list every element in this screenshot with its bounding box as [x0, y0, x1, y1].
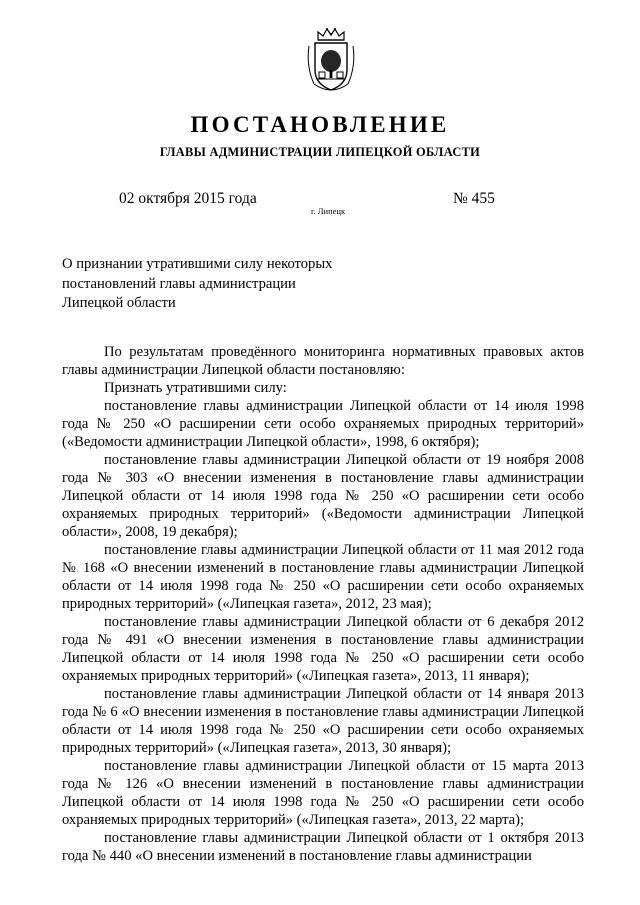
body-paragraph: постановление главы администрации Липецкой области от 6 декабря 2012 года № 491 «О внесении изменения в постановление главы администрации Липецкой области от 14 июля 1998 года № 250 «О расширении сети особо охраняемых природных территорий» («Липецкая газета», 2013, 11 января);	[62, 614, 584, 684]
document-city: г. Липецк	[311, 206, 346, 216]
document-subtitle: ГЛАВЫ АДМИНИСТРАЦИИ ЛИПЕЦКОЙ ОБЛАСТИ	[159, 145, 481, 159]
heading-line: постановлений главы администрации	[62, 275, 296, 292]
body-paragraph: постановление главы администрации Липецкой области от 14 июля 1998 года № 250 «О расширении сети особо охраняемых природных территорий» («Ведомости администрации Липецкой области», 1998, 6 октября);	[62, 398, 584, 450]
body-paragraph: Признать утратившими силу:	[104, 380, 287, 396]
body-paragraph: постановление главы администрации Липецкой области от 11 мая 2012 года № 168 «О внесении изменений в постановление главы администрации Липецкой области от 14 июля 1998 года № 250 «О расширении сети особо охраняемых природных территорий» («Липецкая газета», 2012, 23 мая);	[62, 542, 584, 612]
heading-line: О признании утратившими силу некоторых	[62, 256, 333, 272]
document-number: № 455	[453, 190, 495, 207]
document-body	[62, 343, 584, 865]
body-paragraph: постановление главы администрации Липецкой области от 19 ноября 2008 года № 303 «О внесении изменения в постановление главы администрации Липецкой области от 14 июля 1998 года № 250 «О расширении сети особо охраняемых природных территорий» («Ведомости администрации Липецкой области», 2008, 19 декабря);	[62, 452, 584, 540]
document-date: 02 октября 2015 года	[119, 190, 257, 207]
body-paragraph: По результатам проведённого мониторинга нормативных правовых актов главы администрации Липецкой области постановляю:	[62, 344, 584, 378]
body-paragraph: постановление главы администрации Липецкой области от 1 октября 2013 года № 440 «О внесении изменений в постановление главы администрации	[62, 830, 584, 864]
heading-line: Липецкой области	[62, 295, 176, 311]
document-title: ПОСТАНОВЛЕНИЕ	[190, 112, 450, 137]
body-paragraph: постановление главы администрации Липецкой области от 14 января 2013 года № 6 «О внесении изменения в постановление главы администрации Липецкой области от 14 июля 1998 года № 250 «О расширении сети особо охраняемых природных территорий» («Липецкая газета», 2013, 30 января);	[62, 686, 584, 756]
document-heading	[62, 255, 392, 314]
coat-of-arms-icon	[304, 26, 358, 94]
body-paragraph: постановление главы администрации Липецкой области от 15 марта 2013 года № 126 «О внесении изменений в постановление главы администрации Липецкой области от 14 июля 1998 года № 250 «О расширении сети особо охраняемых природных территорий» («Липецкая газета», 2013, 22 марта);	[62, 758, 584, 828]
